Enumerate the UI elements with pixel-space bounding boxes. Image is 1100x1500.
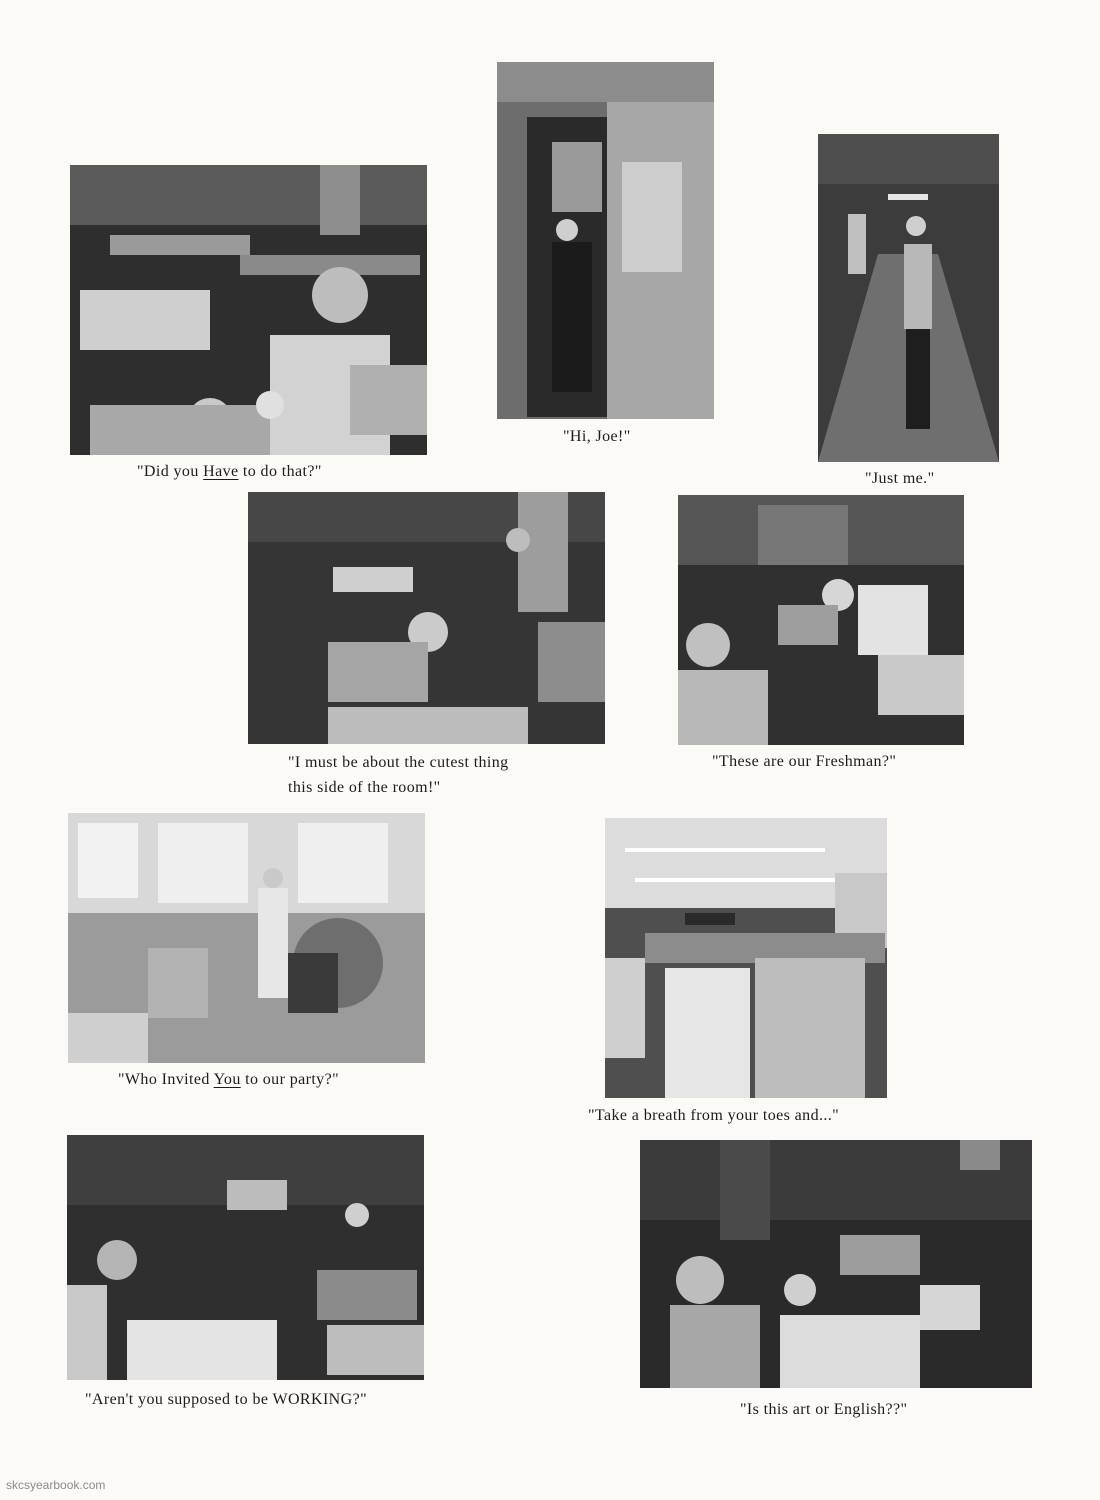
caption-1: "Did you Have to do that?"	[137, 463, 322, 480]
choir-room-photo	[605, 818, 887, 1098]
caption-5: "These are our Freshman?"	[712, 753, 897, 770]
classroom-photo	[70, 165, 427, 455]
caption-8: "Aren't you supposed to be WORKING?"	[85, 1391, 368, 1408]
caption-3: "Just me."	[865, 470, 935, 487]
caption-7: "Take a breath from your toes and..."	[588, 1107, 840, 1124]
watermark: skcsyearbook.com	[6, 1478, 106, 1492]
caption-4: "I must be about the cutest thing this side of the room!"	[288, 754, 509, 796]
classroom-photo	[640, 1140, 1032, 1388]
classroom-photo	[678, 495, 964, 745]
doorway-photo	[497, 62, 714, 419]
caption-9: "Is this art or English??"	[740, 1401, 908, 1418]
hallway-photo	[818, 134, 999, 462]
caption-2: "Hi, Joe!"	[563, 428, 631, 445]
classroom-photo	[248, 492, 605, 744]
caption-6: "Who Invited You to our party?"	[118, 1071, 339, 1088]
classroom-photo	[67, 1135, 424, 1380]
classroom-photo	[68, 813, 425, 1063]
